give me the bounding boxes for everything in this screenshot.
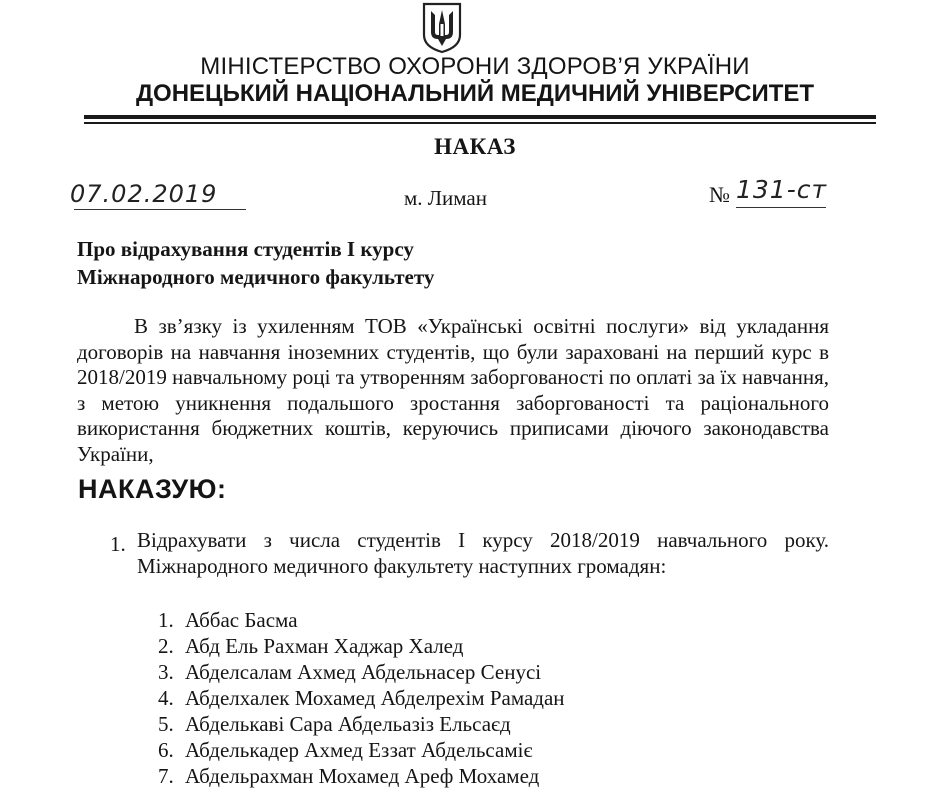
number-underline [736,207,826,208]
student-name: Абделхалек Мохамед Абделрехім Рамадан [185,686,565,710]
list-item-number: 7. [158,764,174,788]
list-item-number: 1. [158,608,174,632]
list-item [158,633,565,659]
order-number: 131-ст [736,175,828,204]
date-underline [74,209,246,210]
subject-line: Про відрахування студентів І курсу [77,237,414,261]
subject-line: Міжнародного медичного факультету [77,265,435,289]
student-name: Аббас Басма [185,608,298,632]
order-item-line: Міжнародного медичного факультету наступних громадян: [137,554,667,578]
order-item-number: 1. [110,532,126,556]
student-list [158,607,565,789]
document-type: НАКАЗ [434,134,516,159]
header-divider-thin [84,122,876,124]
list-item-number: 4. [158,686,174,710]
order-subject [77,235,434,291]
number-sign: № [709,182,730,207]
preamble-paragraph: В зв’язку із ухиленням ТОВ «Українські освітні послуги» від укладання договорів на навчання іноземних студентів, що були зараховані на перший курс в 2018/2019 навчальному році та утворенням заборгованості по оплаті за їх навчання, з метою уникнення подальшого зростання заборгованості та раціонального використання бюджетних коштів, керуючись приписами діючого законодавства України, [77,314,829,466]
list-item-number: 3. [158,660,174,684]
student-name: Абд Ель Рахман Хаджар Халед [185,634,464,658]
list-item-number: 6. [158,738,174,762]
order-heading: НАКАЗУЮ: [78,474,227,504]
student-name: Абделькадер Ахмед Еззат Абдельсаміє [185,738,533,762]
list-item [158,659,565,685]
list-item [158,737,565,763]
list-item [158,763,565,789]
list-item-number: 2. [158,634,174,658]
student-name: Абдельрахман Мохамед Ареф Мохамед [185,764,540,788]
header-divider-thick [84,115,876,119]
list-item [158,685,565,711]
order-city: м. Лиман [404,186,487,210]
student-name: Абделькаві Сара Абдельазіз Ельсаєд [185,712,511,736]
student-name: Абделсалам Ахмед Абдельнасер Сенусі [185,660,542,684]
university-name: ДОНЕЦЬКИЙ НАЦІОНАЛЬНИЙ МЕДИЧНИЙ УНІВЕРСИТЕТ [135,80,815,107]
trident-coat-of-arms-icon [421,2,463,54]
ministry-name: МІНІСТЕРСТВО ОХОРОНИ ЗДОРОВ’Я УКРАЇНИ [200,53,750,80]
order-item-line: Відрахувати з числа студентів І курсу 2018/2019 навчального року. [137,528,829,552]
list-item [158,711,565,737]
order-item-text [137,527,829,579]
list-item [158,607,565,633]
list-item-number: 5. [158,712,174,736]
order-date: 07.02.2019 [70,180,218,208]
